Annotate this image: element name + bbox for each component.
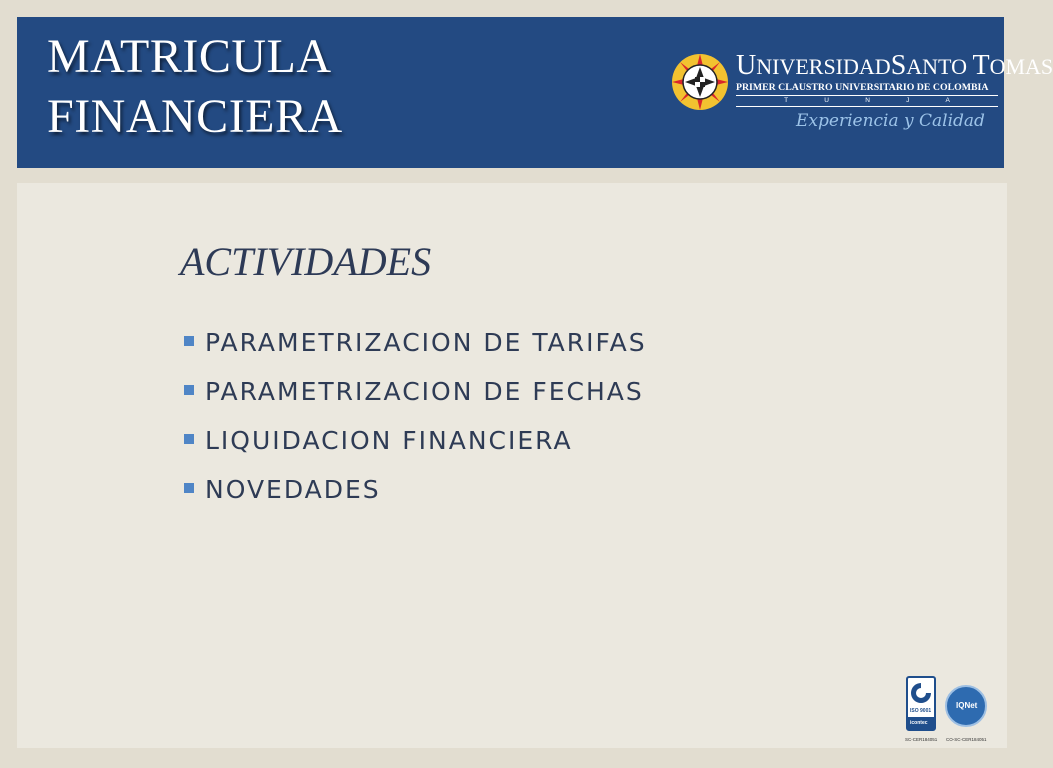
list-item [184, 367, 647, 416]
square-bullet-icon [184, 483, 194, 493]
list-item [184, 465, 647, 514]
icontec-iso-badge-icon [906, 676, 936, 731]
section-heading: ACTIVIDADES [180, 239, 432, 284]
cert-label-2: CO-SC-CER184051 [946, 737, 987, 742]
slide-title [47, 27, 447, 147]
university-slogan: Experiencia y Calidad [796, 111, 985, 131]
university-city: T U N J A [784, 97, 950, 104]
list-item-text: PARAMETRIZACION DE FECHAS [205, 377, 644, 406]
badge1-org: icontec [910, 720, 928, 726]
content-panel [17, 183, 1007, 748]
title-banner [17, 17, 1053, 168]
square-bullet-icon [184, 434, 194, 444]
university-subtitle: PRIMER CLAUSTRO UNIVERSITARIO DE COLOMBIA [736, 82, 989, 93]
cert-label-1: SC-CER184051 [905, 737, 938, 742]
list-item [184, 318, 647, 367]
badge2-text: IQNet [956, 701, 978, 710]
badge1-text: ISO 9001 [910, 708, 932, 714]
list-item-text: PARAMETRIZACION DE TARIFAS [205, 328, 647, 357]
list-item-text: LIQUIDACION FINANCIERA [205, 426, 573, 455]
certification-badges [902, 676, 1002, 746]
activity-list [184, 318, 647, 514]
logo-divider-bottom [736, 106, 998, 107]
university-crest-icon [670, 52, 730, 112]
square-bullet-icon [184, 336, 194, 346]
badge1-org-strip [908, 717, 934, 729]
university-logo [670, 50, 1053, 137]
iqnet-badge-icon [945, 685, 987, 727]
title-line-2: FINANCIERA [47, 90, 343, 143]
title-line-1: MATRICULA [47, 30, 332, 83]
list-item-text: NOVEDADES [205, 475, 381, 504]
square-bullet-icon [184, 385, 194, 395]
logo-divider-top [736, 95, 998, 96]
university-name: UNIVERSIDADSANTO TOMAS [736, 50, 1053, 81]
list-item [184, 416, 647, 465]
